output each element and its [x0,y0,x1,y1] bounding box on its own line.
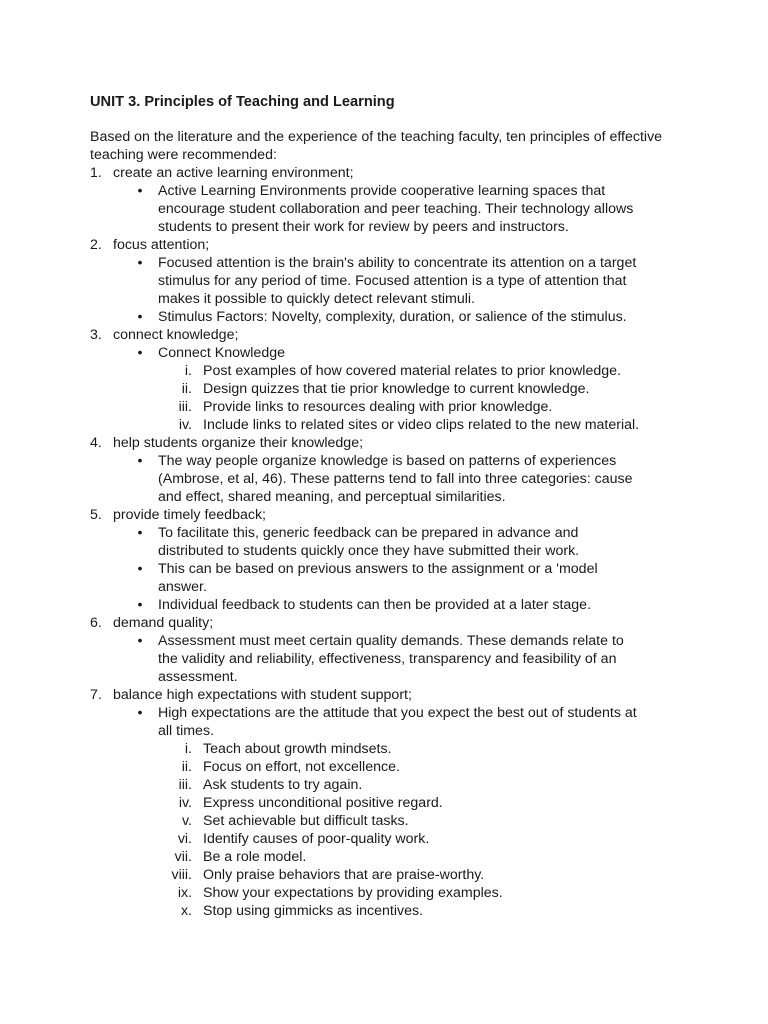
list-item: 2. focus attention; [90,237,210,253]
bullet-item: • High expectations are the attitude that you expect the best out of students at [0,704,768,722]
bullet-item: • To facilitate this, generic feedback can be prepared in advance and [0,524,768,542]
roman-item: i. Teach about growth mindsets. [184,741,392,757]
bullet-item: • Active Learning Environments provide cooperative learning spaces that [0,182,768,200]
bullet-item: • Connect Knowledge [0,344,768,362]
page-title: UNIT 3. Principles of Teaching and Learning [90,94,395,110]
bullet-icon: • [137,183,143,199]
roman-item: vi. Identify causes of poor-quality work. [177,831,430,847]
intro-paragraph: Based on the literature and the experience of the teaching faculty, ten principles of effective teaching were recommended: [90,129,663,163]
list-item: 1. create an active learning environment; [90,165,354,181]
bullet-item: • Focused attention is the brain's ability to concentrate its attention on a target [0,254,768,272]
roman-item: viii. Only praise behaviors that are praise-worthy. [171,867,485,883]
roman-item: ii. Focus on effort, not excellence. [181,759,400,775]
bullet-icon: • [137,345,143,361]
roman-item: ii. Design quizzes that tie prior knowledge to current knowledge. [181,381,590,397]
list-item: 5. provide timely feedback; [90,507,266,523]
bullet-icon: • [137,597,143,613]
list-item: 3. connect knowledge; [90,327,239,343]
bullet-item: • Assessment must meet certain quality demands. These demands relate to [0,632,768,650]
roman-item: ix. Show your expectations by providing examples. [177,885,503,901]
list-item: 4. help students organize their knowledge; [90,435,364,451]
principles-list: 1. create an active learning environment; • Active Learning Environments provide cooperative learning spaces that encourage student collaboration and peer teaching. Their technology allows students to present their work for review by peers and instructors. 2. focus attention; • Focused attention is the brain's ability to concentrate its attention on a target stimulus for any period of time. Focused attention is a type of attention that makes it possible to quickly detect relevant stimuli. • Stimulus Factors: Novelty, complexity, duration, or salience of the stimulus. 3. connect knowledge; • Connect Knowledge i. Post examples of how covered material relates to prior knowledge. ii. Design quizzes that tie prior knowledge to current knowledge. iii. Provide links to resources dealing with prior knowledge. iv. Include links to related sites or video clips related to the new material. 4. help students organize their knowledge; • The way people organize knowledge is based on patterns of experiences (Ambrose, et al, 46). These patterns tend to fall into three categories: cause and effect, shared meaning, and perceptual similarities. 5. provide timely feedback; • To facilitate this, generic feedback can be prepared in advance and distributed to students quickly once they have submitted their work. • This can be based on previous answers to the assignment or a 'model answer. • Individual feedback to students can then be provided at a later stage. 6. demand quality; • Assessment must meet certain quality demands. These demands relate to the validity and reliability, effectiveness, transparency and feasibility of an assessment. 7. balance high expectations with student support; • High expectations are the attitude that you expect the best out of students at all times. i. Teach about growth mindsets. ii. Focus on effort, not excellence. iii. Ask students to try again. iv. Express unconditional positive regard. v. Set achievable but difficult tasks. vi. Identify causes of poor-quality work. vii. Be a role model. viii. Only praise behaviors that are praise-worthy. ix. Show your expectations by providing examples. x. Stop using gimmicks as incentives. [0,164,768,920]
bullet-icon: • [137,453,143,469]
bullet-item: • Stimulus Factors: Novelty, complexity, duration, or salience of the stimulus. [0,308,768,326]
bullet-item: • Individual feedback to students can then be provided at a later stage. [0,596,768,614]
roman-item: iv. Express unconditional positive regard. [178,795,443,811]
bullet-icon: • [137,255,143,271]
bullet-icon: • [137,633,143,649]
bullet-item: • This can be based on previous answers to the assignment or a 'model [0,560,768,578]
roman-item: iii. Provide links to resources dealing with prior knowledge. [178,399,553,415]
bullet-icon: • [137,525,143,541]
bullet-item: • The way people organize knowledge is based on patterns of experiences [0,452,768,470]
roman-item: iv. Include links to related sites or video clips related to the new material. [178,417,640,433]
roman-item: vii. Be a role model. [174,849,307,865]
list-item: 7. balance high expectations with student support; [90,687,412,703]
bullet-icon: • [137,309,143,325]
roman-item: x. Stop using gimmicks as incentives. [180,903,423,919]
list-item: 6. demand quality; [90,615,214,631]
roman-item: v. Set achievable but difficult tasks. [182,813,409,829]
bullet-icon: • [137,705,143,721]
roman-item: i. Post examples of how covered material relates to prior knowledge. [184,363,621,379]
bullet-icon: • [137,561,143,577]
roman-item: iii. Ask students to try again. [178,777,363,793]
